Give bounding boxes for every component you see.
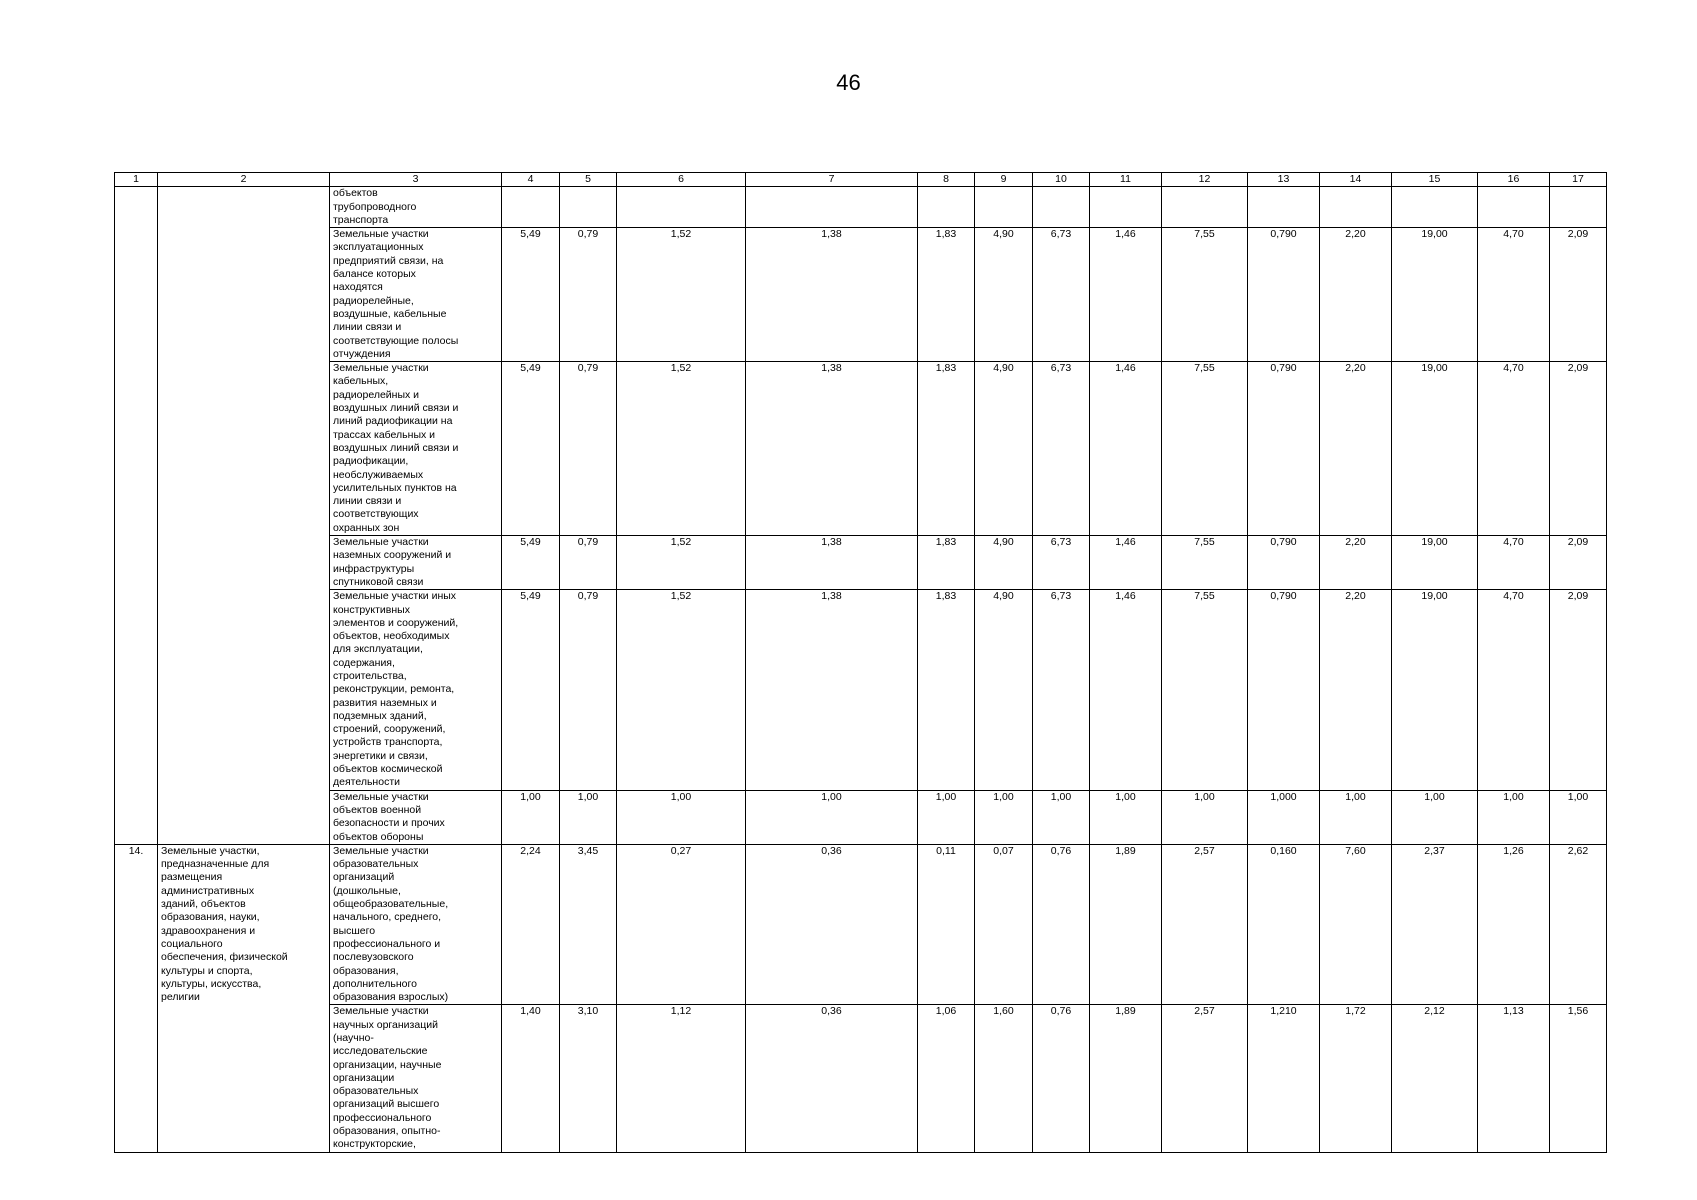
coefficients-table [114, 172, 1607, 1153]
header-cell: 17 [1550, 173, 1607, 187]
value-cell: 2,62 [1550, 844, 1607, 1005]
table-row [115, 590, 1607, 790]
header-cell: 9 [975, 173, 1033, 187]
value-cell [1478, 187, 1550, 228]
header-cell: 8 [918, 173, 975, 187]
value-cell: 5,49 [502, 228, 560, 362]
value-cell: 1,00 [1392, 790, 1478, 844]
value-cell: 0,790 [1248, 228, 1320, 362]
value-cell [560, 187, 617, 228]
value-cell: 1,13 [1478, 1005, 1550, 1152]
value-cell: 1,38 [746, 590, 918, 790]
value-cell: 2,57 [1162, 1005, 1248, 1152]
value-cell [1090, 187, 1162, 228]
value-cell: 0,79 [560, 590, 617, 790]
value-cell: 19,00 [1392, 362, 1478, 536]
table-row [115, 536, 1607, 590]
value-cell: 0,76 [1033, 844, 1090, 1005]
value-cell: 0,79 [560, 536, 617, 590]
value-cell: 2,12 [1392, 1005, 1478, 1152]
description-cell: Земельные участки образовательных организаций (дошкольные, общеобразовательные, начального, среднего, высшего профессионального и послевузовского образования, дополнительного образования взрослых) [330, 844, 502, 1005]
header-cell: 14 [1320, 173, 1392, 187]
value-cell: 1,00 [1090, 790, 1162, 844]
value-cell [746, 187, 918, 228]
value-cell: 4,70 [1478, 362, 1550, 536]
value-cell: 2,24 [502, 844, 560, 1005]
table-row [115, 790, 1607, 844]
header-cell: 15 [1392, 173, 1478, 187]
header-cell: 3 [330, 173, 502, 187]
value-cell: 0,36 [746, 1005, 918, 1152]
value-cell: 2,57 [1162, 844, 1248, 1005]
value-cell: 0,11 [918, 844, 975, 1005]
value-cell: 19,00 [1392, 590, 1478, 790]
value-cell: 1,60 [975, 1005, 1033, 1152]
value-cell: 6,73 [1033, 362, 1090, 536]
value-cell: 2,20 [1320, 228, 1392, 362]
value-cell: 1,38 [746, 362, 918, 536]
value-cell: 1,00 [1550, 790, 1607, 844]
description-cell: Земельные участки объектов военной безопасности и прочих объектов обороны [330, 790, 502, 844]
value-cell [1162, 187, 1248, 228]
description-cell: Земельные участки иных конструктивных элементов и сооружений, объектов, необходимых для эксплуатации, содержания, строительства, реконструкции, ремонта, развития наземных и подземных зданий, строений, сооружений, устройств транспорта, энергетики и связи, объектов космической деятельности [330, 590, 502, 790]
value-cell: 1,56 [1550, 1005, 1607, 1152]
value-cell [1033, 187, 1090, 228]
header-cell: 5 [560, 173, 617, 187]
value-cell [1550, 187, 1607, 228]
header-row [115, 173, 1607, 187]
value-cell: 1,72 [1320, 1005, 1392, 1152]
value-cell: 2,20 [1320, 590, 1392, 790]
description-cell: Земельные участки научных организаций (научно- исследовательские организации, научные организации образовательных организаций высшего профессионального образования, опытно- конструкторские, [330, 1005, 502, 1152]
value-cell: 4,90 [975, 362, 1033, 536]
header-cell: 2 [158, 173, 330, 187]
value-cell: 1,26 [1478, 844, 1550, 1005]
value-cell: 1,52 [617, 590, 746, 790]
category-cell: Земельные участки, предназначенные для размещения административных зданий, объектов образования, науки, здравоохранения и социального обеспечения, физической культуры и спорта, культуры, искусства, религии [158, 844, 330, 1152]
value-cell: 3,45 [560, 844, 617, 1005]
value-cell: 1,00 [975, 790, 1033, 844]
value-cell: 1,00 [1478, 790, 1550, 844]
header-cell: 1 [115, 173, 158, 187]
value-cell: 2,09 [1550, 228, 1607, 362]
header-cell: 12 [1162, 173, 1248, 187]
value-cell: 0,79 [560, 228, 617, 362]
value-cell: 4,70 [1478, 536, 1550, 590]
value-cell: 1,83 [918, 228, 975, 362]
value-cell: 1,00 [560, 790, 617, 844]
index-cell: 14. [115, 844, 158, 1152]
index-cell [115, 187, 158, 845]
value-cell [1392, 187, 1478, 228]
header-cell: 11 [1090, 173, 1162, 187]
value-cell: 0,36 [746, 844, 918, 1005]
value-cell: 1,00 [918, 790, 975, 844]
value-cell: 1,83 [918, 590, 975, 790]
value-cell: 1,89 [1090, 1005, 1162, 1152]
value-cell: 1,38 [746, 228, 918, 362]
value-cell: 2,37 [1392, 844, 1478, 1005]
value-cell: 2,20 [1320, 536, 1392, 590]
value-cell: 4,90 [975, 590, 1033, 790]
header-cell: 16 [1478, 173, 1550, 187]
value-cell: 3,10 [560, 1005, 617, 1152]
value-cell: 5,49 [502, 536, 560, 590]
value-cell: 1,00 [1033, 790, 1090, 844]
header-cell: 10 [1033, 173, 1090, 187]
value-cell: 0,790 [1248, 536, 1320, 590]
value-cell: 2,09 [1550, 536, 1607, 590]
value-cell: 1,46 [1090, 228, 1162, 362]
value-cell [1320, 187, 1392, 228]
category-cell [158, 187, 330, 845]
value-cell: 4,70 [1478, 228, 1550, 362]
value-cell: 7,55 [1162, 228, 1248, 362]
description-cell: Земельные участки эксплуатационных предприятий связи, на балансе которых находятся радиорелейные, воздушные, кабельные линии связи и соответствующие полосы отчуждения [330, 228, 502, 362]
value-cell: 2,09 [1550, 590, 1607, 790]
value-cell [617, 187, 746, 228]
value-cell: 1,40 [502, 1005, 560, 1152]
value-cell: 2,09 [1550, 362, 1607, 536]
value-cell [1248, 187, 1320, 228]
table-row [115, 228, 1607, 362]
value-cell: 1,52 [617, 536, 746, 590]
value-cell: 1,46 [1090, 590, 1162, 790]
value-cell: 6,73 [1033, 536, 1090, 590]
value-cell: 1,00 [746, 790, 918, 844]
value-cell: 1,00 [617, 790, 746, 844]
table-row [115, 1005, 1607, 1152]
value-cell: 0,27 [617, 844, 746, 1005]
value-cell: 1,83 [918, 362, 975, 536]
value-cell: 1,83 [918, 536, 975, 590]
value-cell: 1,00 [502, 790, 560, 844]
value-cell: 7,60 [1320, 844, 1392, 1005]
header-cell: 4 [502, 173, 560, 187]
value-cell: 4,90 [975, 228, 1033, 362]
value-cell: 0,79 [560, 362, 617, 536]
description-cell: Земельные участки наземных сооружений и инфраструктуры спутниковой связи [330, 536, 502, 590]
table-row [115, 187, 1607, 228]
value-cell: 0,07 [975, 844, 1033, 1005]
value-cell: 7,55 [1162, 590, 1248, 790]
value-cell: 6,73 [1033, 228, 1090, 362]
value-cell: 1,89 [1090, 844, 1162, 1005]
description-cell: Земельные участки кабельных, радиорелейных и воздушных линий связи и линий радиофикации на трассах кабельных и воздушных линий связи и радиофикации, необслуживаемых усилительных пунктов на линии связи и соответствующих охранных зон [330, 362, 502, 536]
value-cell: 1,00 [1320, 790, 1392, 844]
value-cell: 1,46 [1090, 536, 1162, 590]
value-cell: 19,00 [1392, 536, 1478, 590]
value-cell: 1,00 [1162, 790, 1248, 844]
value-cell: 1,52 [617, 362, 746, 536]
header-cell: 13 [1248, 173, 1320, 187]
value-cell [975, 187, 1033, 228]
value-cell [918, 187, 975, 228]
value-cell: 1,12 [617, 1005, 746, 1152]
value-cell: 4,70 [1478, 590, 1550, 790]
value-cell: 5,49 [502, 362, 560, 536]
value-cell: 5,49 [502, 590, 560, 790]
value-cell [502, 187, 560, 228]
value-cell: 19,00 [1392, 228, 1478, 362]
value-cell: 1,46 [1090, 362, 1162, 536]
header-cell: 6 [617, 173, 746, 187]
value-cell: 1,52 [617, 228, 746, 362]
description-cell: объектов трубопроводного транспорта [330, 187, 502, 228]
value-cell: 7,55 [1162, 362, 1248, 536]
value-cell: 4,90 [975, 536, 1033, 590]
value-cell: 1,06 [918, 1005, 975, 1152]
value-cell: 0,790 [1248, 362, 1320, 536]
table-row [115, 844, 1607, 1005]
value-cell: 0,76 [1033, 1005, 1090, 1152]
value-cell: 2,20 [1320, 362, 1392, 536]
value-cell: 0,790 [1248, 590, 1320, 790]
value-cell: 7,55 [1162, 536, 1248, 590]
table-row [115, 362, 1607, 536]
page-number: 46 [836, 70, 861, 95]
value-cell: 0,160 [1248, 844, 1320, 1005]
value-cell: 1,000 [1248, 790, 1320, 844]
value-cell: 1,210 [1248, 1005, 1320, 1152]
header-cell: 7 [746, 173, 918, 187]
value-cell: 6,73 [1033, 590, 1090, 790]
value-cell: 1,38 [746, 536, 918, 590]
